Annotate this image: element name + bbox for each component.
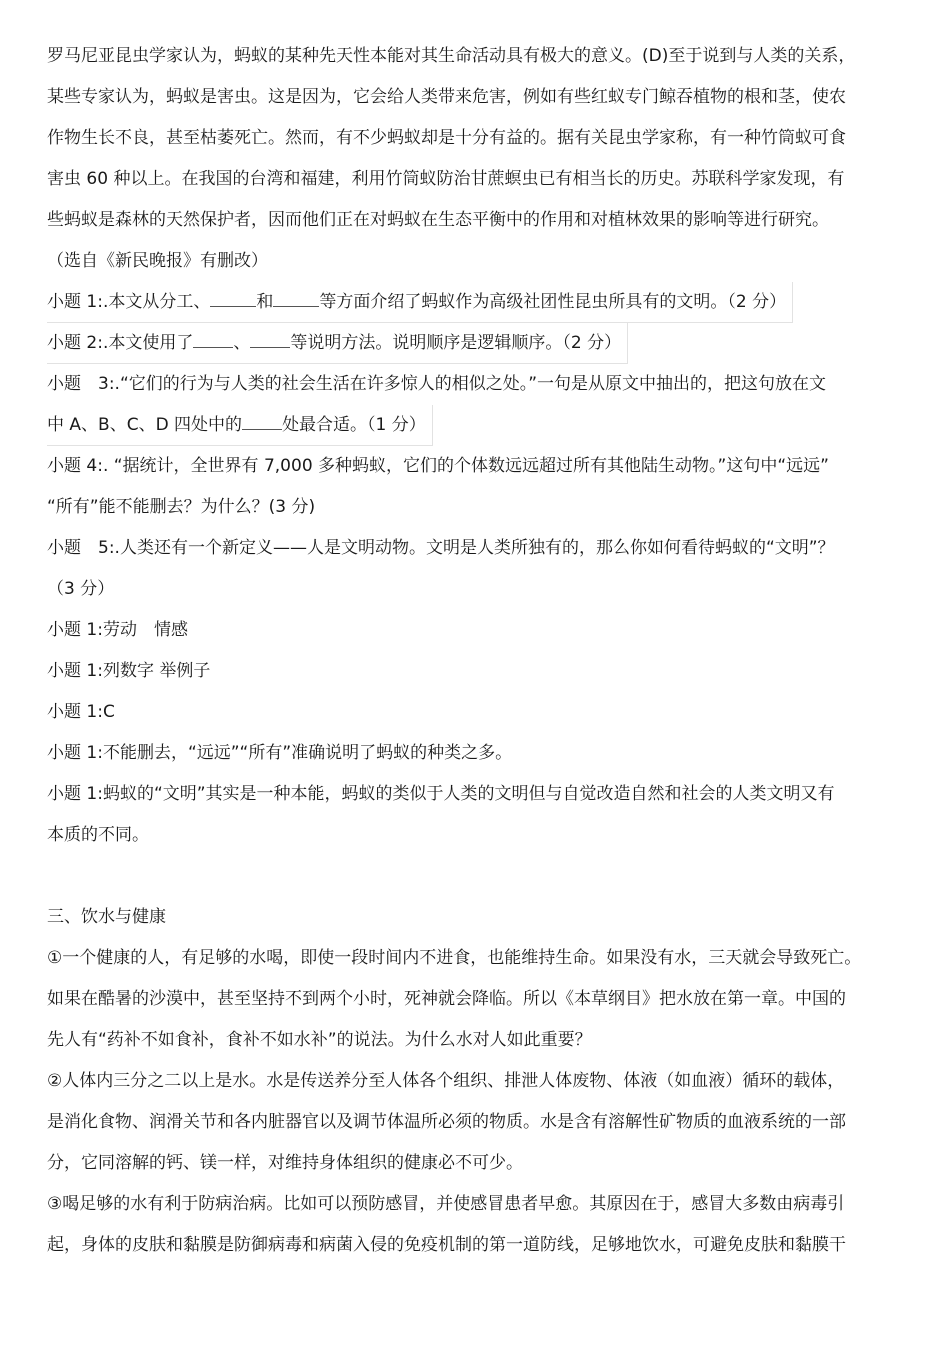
question-2 [47,323,907,364]
question-1-box [47,282,793,323]
question-2-box [47,323,628,364]
passage-line: 害虫 60 种以上。在我国的台湾和福建，利用竹筒蚁防治甘蔗螟虫已有相当长的历史。苏联科学家发现，有 [47,169,845,189]
answer-line: 小题 1:蚂蚁的“文明”其实是一种本能，蚂蚁的类似于人类的文明但与自觉改造自然和社会的人类文明又有 [47,784,835,804]
question-2-text-c: 等说明方法。说明顺序是逻辑顺序。（2 分） [290,333,622,353]
question-3-line-1: 小题 3:.“它们的行为与人类的社会生活在许多惊人的相似之处。”一句是从原文中抽出的，把这句放在文 [47,374,827,394]
answer-blank-3[interactable] [193,329,233,348]
question-3-text-b: 处最合适。（1 分） [282,415,426,435]
section-3-line: ①一个健康的人，有足够的水喝，即使一段时间内不进食，也能维持生命。如果没有水，三天就会导致死亡。 [47,948,862,968]
passage-line: 某些专家认为，蚂蚁是害虫。这是因为，它会给人类带来危害，例如有些红蚁专门鲸吞植物的根和茎，使农 [47,87,846,107]
question-2-text-a: 小题 2:.本文使用了 [47,333,194,353]
answer-blank-1[interactable] [210,288,256,307]
question-5-line-2: （3 分） [47,579,115,599]
answer-line: 小题 1:C [47,702,115,722]
answer-blank-4[interactable] [250,329,290,348]
section-3-line: 是消化食物、润滑关节和各内脏器官以及调节体温所必须的物质。水是含有溶解性矿物质的血液系统的一部 [47,1112,846,1132]
section-3-line: ③喝足够的水有利于防病治病。比如可以预防感冒，并使感冒患者早愈。其原因在于，感冒大多数由病毒引 [47,1194,845,1214]
question-4-line-1: 小题 4:. “据统计，全世界有 7,000 多种蚂蚁，它们的个体数远远超过所有其他陆生动物。”这句中“远远” [47,456,829,476]
section-3-heading: 三、饮水与健康 [47,907,166,927]
section-3-line: 分，它同溶解的钙、镁一样，对维持身体组织的健康必不可少。 [47,1153,523,1173]
section-3-line: 起，身体的皮肤和黏膜是防御病毒和病菌入侵的免疫机制的第一道防线，足够地饮水，可避免皮肤和黏膜干 [47,1235,846,1255]
question-5-line-1: 小题 5:.人类还有一个新定义——人是文明动物。文明是人类所独有的，那么你如何看待蚂蚁的“文明”？ [47,538,835,558]
section-spacer [47,856,907,897]
document-page [47,36,907,1266]
question-1-text-b: 和 [256,292,274,312]
question-1-text-c: 等方面介绍了蚂蚁作为高级社团性昆虫所具有的文明。（2 分） [319,292,787,312]
question-4-line-2: “所有”能不能删去？为什么？(3 分) [47,497,316,517]
passage-line: 些蚂蚁是森林的天然保护者，因而他们正在对蚂蚁在生态平衡中的作用和对植林效果的影响等进行研究。 [47,210,829,230]
question-3-box [47,405,433,446]
answer-line: 小题 1:列数字 举例子 [47,661,211,681]
section-3-line: 如果在酷暑的沙漠中，甚至坚持不到两个小时，死神就会降临。所以《本草纲目》把水放在第一章。中国的 [47,989,846,1009]
answer-line: 小题 1:劳动 情感 [47,620,188,640]
answer-blank-5[interactable] [242,411,282,430]
question-2-text-b: 、 [233,333,251,353]
answer-blank-2[interactable] [273,288,319,307]
passage-line: 作物生长不良，甚至枯萎死亡。然而，有不少蚂蚁却是十分有益的。据有关昆虫学家称，有一种竹筒蚁可食 [47,128,846,148]
question-1 [47,282,907,323]
question-3-text-a: 中 A、B、C、D 四处中的 [47,415,243,435]
passage-source: （选自《新民晚报》有删改） [47,251,268,271]
section-3-line: 先人有“药补不如食补，食补不如水补”的说法。为什么水对人如此重要？ [47,1030,592,1050]
section-3-line: ②人体内三分之二以上是水。水是传送养分至人体各个组织、排泄人体废物、体液（如血液）循环的载体， [47,1071,845,1091]
passage-line: 罗马尼亚昆虫学家认为，蚂蚁的某种先天性本能对其生命活动具有极大的意义。(D)至于说到与人类的关系， [47,46,856,66]
question-3-line-2 [47,405,907,446]
answer-line: 本质的不同。 [47,825,149,845]
answer-line: 小题 1:不能删去，“远远”“所有”准确说明了蚂蚁的种类之多。 [47,743,513,763]
question-1-text-a: 小题 1:.本文从分工、 [47,292,211,312]
